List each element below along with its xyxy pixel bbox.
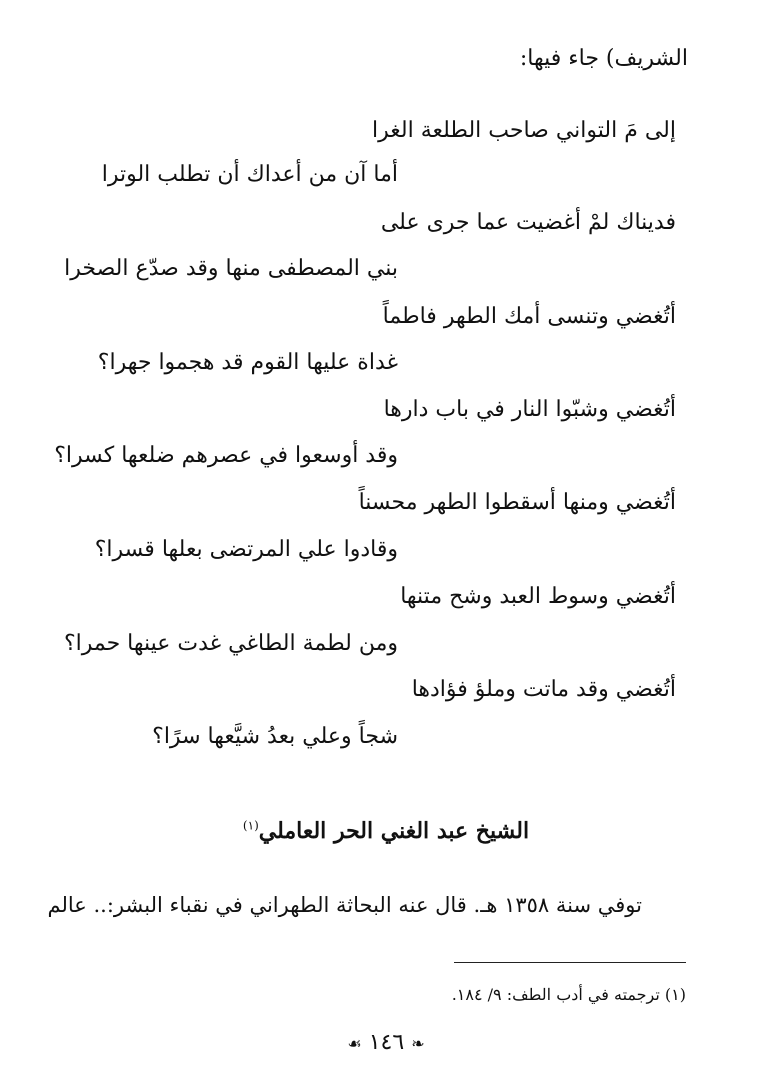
page-number-block (0, 1030, 772, 1055)
footnote-marker: (١) (242, 818, 259, 833)
verse-7-first: أتُغضي وقد ماتت وملؤ فؤادها (411, 677, 676, 702)
verse-1-first: إلى مَ التواني صاحب الطلعة الغرا (372, 118, 676, 143)
section-heading-title: الشيخ عبد الغني الحر العاملي (258, 818, 530, 844)
footnote: (١) ترجمته في أدب الطف: ٩/ ١٨٤. (451, 985, 686, 1004)
verse-2-second: بني المصطفى منها وقد صدّع الصخرا (64, 256, 398, 281)
section-heading (0, 818, 772, 844)
verse-6-second: ومن لطمة الطاغي غدت عينها حمرا؟ (63, 631, 398, 656)
verse-4-second: وقد أوسعوا في عصرهم ضلعها كسرا؟ (54, 443, 398, 468)
verse-6-first: أتُغضي وسوط العبد وشح متنها (400, 584, 676, 609)
verse-2-first: فديناك لمْ أغضيت عما جرى على (380, 210, 676, 235)
verse-3-second: غداة عليها القوم قد هجموا جهرا؟ (97, 350, 398, 375)
intro-line: الشريف) جاء فيها: (519, 46, 688, 71)
verse-3-first: أتُغضي وتنسى أمك الطهر فاطماً (382, 304, 676, 329)
verse-4-first: أتُغضي وشبّوا النار في باب دارها (383, 397, 676, 422)
verse-5-second: وقادوا علي المرتضى بعلها قسرا؟ (94, 537, 398, 562)
body-paragraph: توفي سنة ١٣٥٨ هـ. قال عنه البحاثة الطهراني في نقباء البشر:.. عالم (47, 893, 642, 917)
right-ornament-icon: ❧ (411, 1033, 425, 1053)
verse-1-second: أما آن من أعداك أن تطلب الوترا (101, 162, 398, 187)
left-ornament-icon: ☙ (347, 1033, 362, 1053)
verse-5-first: أتُغضي ومنها أسقطوا الطهر محسناً (358, 490, 676, 515)
footnote-divider (454, 962, 686, 963)
page-number: ١٤٦ (368, 1030, 405, 1055)
verse-7-second: شجاً وعلي بعدُ شيَّعها سرًا؟ (152, 724, 398, 749)
